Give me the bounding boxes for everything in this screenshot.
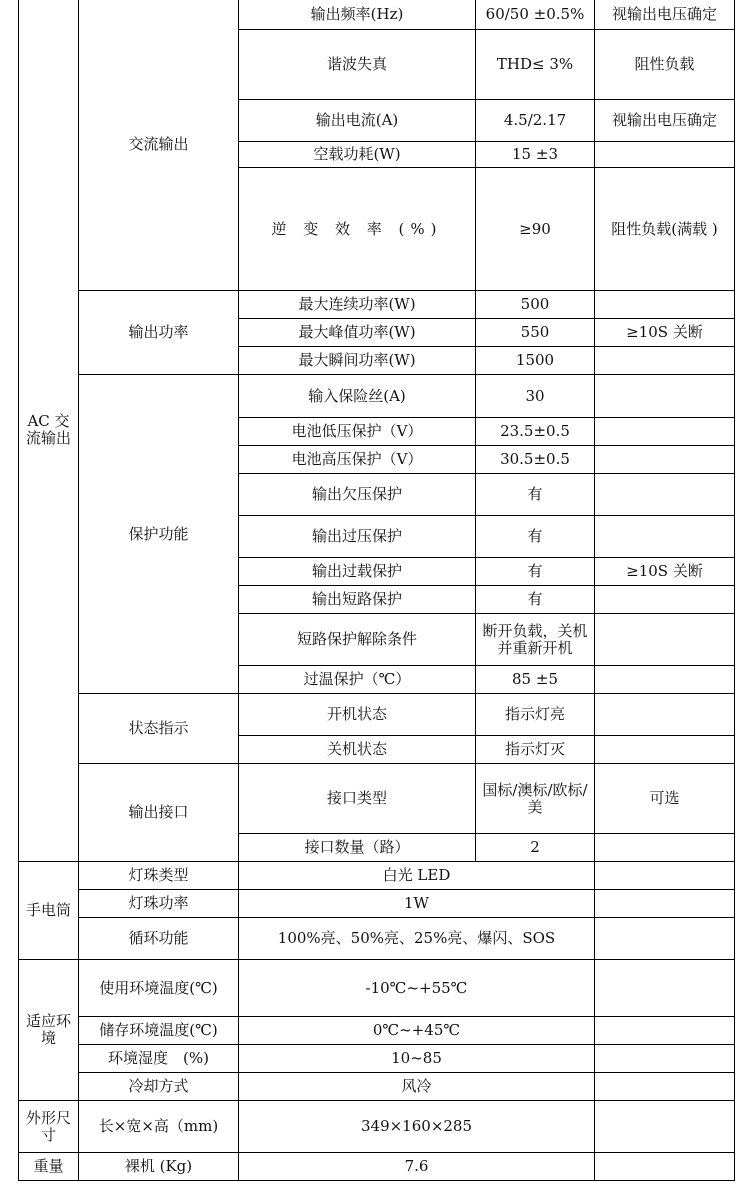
row-value: 风冷	[239, 1073, 595, 1101]
row-value: 30	[476, 375, 595, 418]
subgroup-port: 输出接口	[79, 764, 239, 862]
row-note	[595, 446, 735, 474]
row-value: 500	[476, 291, 595, 319]
row-value: 4.5/2.17	[476, 100, 595, 142]
row-value: 断开负载，关机并重新开机	[476, 614, 595, 666]
row-name: 循环功能	[79, 918, 239, 960]
row-value: 550	[476, 319, 595, 347]
row-value: 30.5±0.5	[476, 446, 595, 474]
subgroup-ac: 交流输出	[79, 0, 239, 291]
row-note: 阻性负载	[595, 30, 735, 100]
row-name: 裸机 (Kg)	[79, 1153, 239, 1181]
row-note	[595, 291, 735, 319]
row-name: 关机状态	[239, 736, 476, 764]
group-weight: 重量	[19, 1153, 79, 1181]
row-note: ≥10S 关断	[595, 558, 735, 586]
row-name: 电池高压保护（V）	[239, 446, 476, 474]
row-name: 最大峰值功率(W)	[239, 319, 476, 347]
row-name: 灯珠类型	[79, 862, 239, 890]
row-value: THD≤ 3%	[476, 30, 595, 100]
row-note	[595, 862, 735, 890]
row-note	[595, 890, 735, 918]
row-name: 输出短路保护	[239, 586, 476, 614]
row-note	[595, 586, 735, 614]
spec-table	[18, 0, 735, 1181]
row-value: 白光 LED	[239, 862, 595, 890]
row-note	[595, 1073, 735, 1101]
row-name: 接口类型	[239, 764, 476, 834]
row-note	[595, 1153, 735, 1181]
row-value: 10~85	[239, 1045, 595, 1073]
row-name: 输出欠压保护	[239, 474, 476, 516]
row-name: 谐波失真	[239, 30, 476, 100]
row-value: 85 ±5	[476, 666, 595, 694]
row-note	[595, 474, 735, 516]
row-note: 视输出电压确定	[595, 0, 735, 30]
row-value: 国标/澳标/欧标/美	[476, 764, 595, 834]
row-note	[595, 918, 735, 960]
row-name: 接口数量（路）	[239, 834, 476, 862]
row-name: 长×宽×高（mm)	[79, 1101, 239, 1153]
row-note	[595, 142, 735, 168]
row-name: 过温保护（℃）	[239, 666, 476, 694]
row-name: 最大连续功率(W)	[239, 291, 476, 319]
row-value: 指示灯亮	[476, 694, 595, 736]
row-value: 有	[476, 586, 595, 614]
row-value: 2	[476, 834, 595, 862]
row-name: 输出频率(Hz)	[239, 0, 476, 30]
row-name: 逆 变 效 率 (%)	[239, 168, 476, 291]
group-environment: 适应环境	[19, 960, 79, 1101]
row-value: 1W	[239, 890, 595, 918]
row-name: 最大瞬间功率(W)	[239, 347, 476, 375]
row-name: 冷却方式	[79, 1073, 239, 1101]
row-name: 电池低压保护（V）	[239, 418, 476, 446]
row-note	[595, 666, 735, 694]
row-note	[595, 694, 735, 736]
row-name: 短路保护解除条件	[239, 614, 476, 666]
group-dimensions: 外形尺寸	[19, 1101, 79, 1153]
row-value: 7.6	[239, 1153, 595, 1181]
row-note: ≥10S 关断	[595, 319, 735, 347]
row-note	[595, 1045, 735, 1073]
row-note	[595, 736, 735, 764]
subgroup-status: 状态指示	[79, 694, 239, 764]
row-value: 0℃~+45℃	[239, 1017, 595, 1045]
row-note: 阻性负载(满载 )	[595, 168, 735, 291]
group-flashlight: 手电筒	[19, 862, 79, 960]
row-value: 60/50 ±0.5%	[476, 0, 595, 30]
row-name: 输出电流(A)	[239, 100, 476, 142]
row-note	[595, 1101, 735, 1153]
row-value: 349×160×285	[239, 1101, 595, 1153]
row-value: 15 ±3	[476, 142, 595, 168]
row-name: 储存环境温度(℃)	[79, 1017, 239, 1045]
group-ac-output: AC 交流输出	[19, 0, 79, 862]
row-value: 有	[476, 558, 595, 586]
subgroup-protection: 保护功能	[79, 375, 239, 694]
row-value: 有	[476, 474, 595, 516]
row-note	[595, 1017, 735, 1045]
row-name: 环境湿度 (%)	[79, 1045, 239, 1073]
row-value: -10℃~+55℃	[239, 960, 595, 1017]
row-note: 可选	[595, 764, 735, 834]
row-name: 灯珠功率	[79, 890, 239, 918]
row-name: 使用环境温度(℃)	[79, 960, 239, 1017]
row-value: 1500	[476, 347, 595, 375]
row-note: 视输出电压确定	[595, 100, 735, 142]
row-value: 100%亮、50%亮、25%亮、爆闪、SOS	[239, 918, 595, 960]
row-name: 输入保险丝(A)	[239, 375, 476, 418]
row-name: 空载功耗(W)	[239, 142, 476, 168]
row-name: 输出过载保护	[239, 558, 476, 586]
row-note	[595, 614, 735, 666]
row-note	[595, 516, 735, 558]
row-note	[595, 347, 735, 375]
row-value: 23.5±0.5	[476, 418, 595, 446]
row-note	[595, 375, 735, 418]
row-name: 输出过压保护	[239, 516, 476, 558]
row-note	[595, 834, 735, 862]
row-note	[595, 960, 735, 1017]
subgroup-power: 输出功率	[79, 291, 239, 375]
row-name: 开机状态	[239, 694, 476, 736]
row-note	[595, 418, 735, 446]
row-value: 指示灯灭	[476, 736, 595, 764]
row-value: ≥90	[476, 168, 595, 291]
row-value: 有	[476, 516, 595, 558]
